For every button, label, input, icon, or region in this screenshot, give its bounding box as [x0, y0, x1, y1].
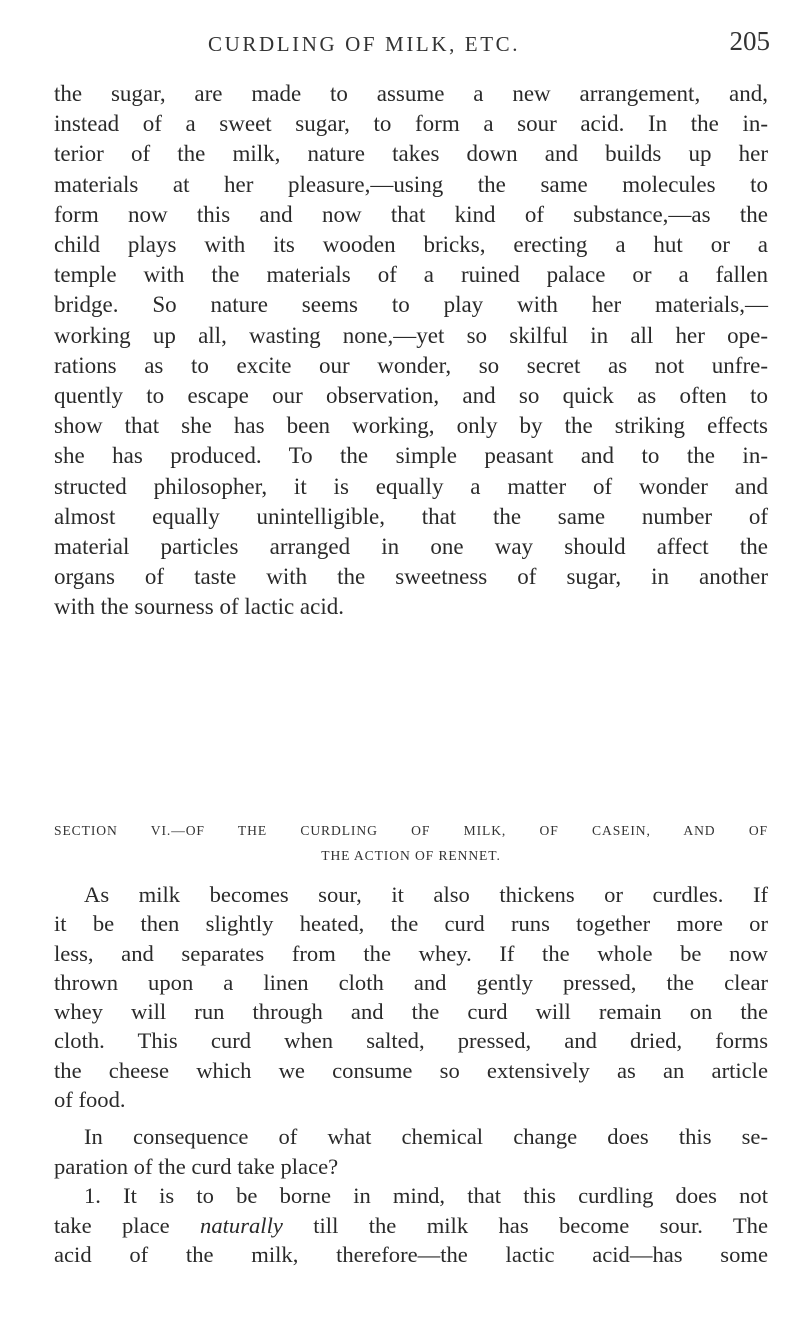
- emphasis-naturally: naturally: [200, 1212, 283, 1238]
- text-line: instead of a sweet sugar, to form a sour acid. In the in-: [54, 111, 768, 137]
- paragraph-curdling: [54, 880, 768, 1114]
- text-line: child plays with its wooden bricks, erecting a hut or a: [54, 232, 768, 258]
- text-line: quently to escape our observation, and so quick as often to: [54, 383, 768, 409]
- text-line: paration of the curd take place?: [54, 1153, 339, 1179]
- running-title: CURDLING OF MILK, ETC.: [208, 32, 521, 56]
- text-line: the cheese which we consume so extensively as an article: [54, 1057, 768, 1083]
- page-number: 205: [729, 26, 770, 56]
- text-line: whey will run through and the curd will remain on the: [54, 999, 768, 1025]
- text-segment: till the milk has become sour. The: [282, 1212, 768, 1238]
- text-line-with-emphasis: [54, 1211, 768, 1241]
- text-line: materials at her pleasure,—using the same molecules to: [54, 171, 768, 197]
- text-line: structed philosopher, it is equally a matter of wonder and: [54, 473, 768, 499]
- text-line: show that she has been working, only by the striking effects: [54, 413, 768, 439]
- text-line: bridge. So nature seems to play with her materials,—: [54, 292, 768, 318]
- text-line: working up all, wasting none,—yet so skilful in all her ope-: [54, 322, 768, 348]
- text-line: In consequence of what chemical change does this se-: [84, 1124, 768, 1149]
- running-head: [54, 28, 770, 68]
- section-heading: [54, 818, 768, 868]
- text-line: terior of the milk, nature takes down and builds up her: [54, 141, 768, 167]
- text-line: the sugar, are made to assume a new arrangement, and,: [54, 81, 768, 106]
- text-line: with the sourness of lactic acid.: [54, 594, 344, 620]
- text-line: material particles arranged in one way should affect the: [54, 534, 768, 560]
- text-line: rations as to excite our wonder, so secret as not unfre-: [54, 352, 768, 378]
- section-heading-line: THE ACTION OF RENNET.: [321, 848, 501, 863]
- text-line: As milk becomes sour, it also thickens or curdles. If: [84, 882, 768, 907]
- text-segment: take place: [54, 1212, 201, 1238]
- text-line: temple with the materials of a ruined palace or a fallen: [54, 262, 768, 288]
- text-line: acid of the milk, therefore—the lactic acid—has some: [54, 1242, 768, 1268]
- text-line: 1. It is to be borne in mind, that this curdling does not: [84, 1183, 768, 1208]
- text-line: of food.: [54, 1087, 126, 1113]
- text-line: form now this and now that kind of substance,—as the: [54, 201, 768, 227]
- paragraph-point-one: [54, 1181, 768, 1270]
- text-line: it be then slightly heated, the curd runs together more or: [54, 911, 768, 937]
- text-line: she has produced. To the simple peasant and to the in-: [54, 443, 768, 469]
- paragraph-question: [54, 1122, 768, 1181]
- text-line: almost equally unintelligible, that the same number of: [54, 503, 768, 529]
- paragraph-sugar-acid: [54, 79, 768, 623]
- text-line: thrown upon a linen cloth and gently pressed, the clear: [54, 969, 768, 995]
- text-line: cloth. This curd when salted, pressed, and dried, forms: [54, 1028, 768, 1054]
- text-line: organs of taste with the sweetness of sugar, in another: [54, 564, 768, 590]
- section-heading-line: SECTION VI.—OF THE CURDLING OF MILK, OF CASEIN, AND OF: [54, 823, 768, 838]
- text-line: less, and separates from the whey. If the whole be now: [54, 940, 768, 966]
